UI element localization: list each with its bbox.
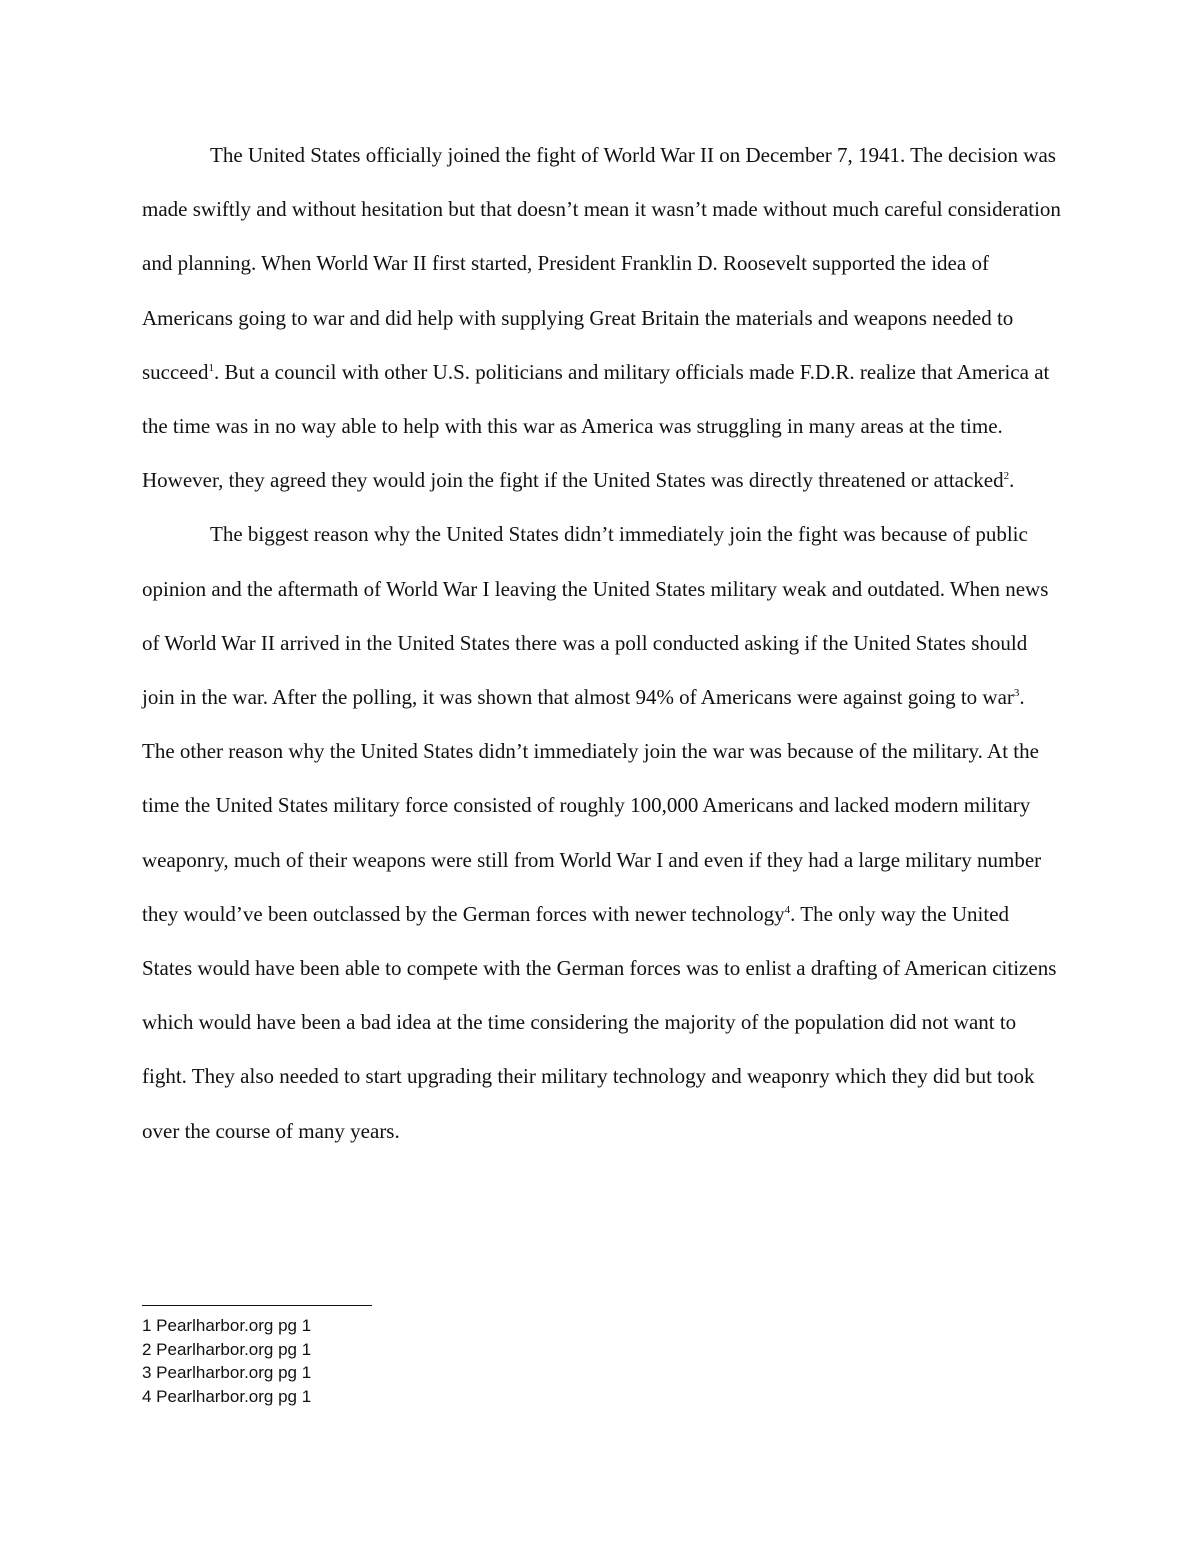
paragraph-text: The biggest reason why the United States didn’t immediately join the fight was because of public opinion and the aftermath of World War I leaving the United States military weak and outdated. When news of World War II arrived in the United States there was a poll conducted asking if the United States should join in the war. After the polling, it was shown that almost 94% of Americans were against going to war (142, 522, 1049, 710)
body-text (142, 128, 1062, 1158)
footnote-marker: 1 (208, 361, 214, 374)
footnote-separator (142, 1305, 372, 1306)
paragraph-text: . The other reason why the United States didn’t immediately join the war was because of the military. At the time the United States military force consisted of roughly 100,000 Americans and lacked modern military weaponry, much of their weapons were still from World War I and even if they had a large military number they would’ve been outclassed by the German forces with newer technology (142, 685, 1042, 926)
paragraph-text: . (1009, 468, 1015, 493)
paragraph-text: . The only way the United States would have been able to compete with the German forces was to enlist a drafting of American citizens which would have been a bad idea at the time considering the majority of the population did not want to fight. They also needed to start upgrading their military technology and weaponry which they did but took over the course of many years. (142, 901, 1057, 1143)
paragraph-2 (142, 507, 1062, 1157)
footnote-3: 3 Pearlharbor.org pg 1 (142, 1363, 312, 1382)
footnote-4: 4 Pearlharbor.org pg 1 (142, 1386, 312, 1406)
footnote-1: 1 Pearlharbor.org pg 1 (142, 1316, 312, 1335)
footnote-2: 2 Pearlharbor.org pg 1 (142, 1339, 312, 1359)
footnote-marker: 3 (1013, 687, 1020, 700)
paragraph-1 (142, 128, 1062, 507)
footnote-marker: 4 (784, 903, 791, 916)
paragraph-text: . But a council with other U.S. politicians and military officials made F.D.R. realize that America at the time was in no way able to help with this war as America was struggling in many areas at the time. However, they agreed they would join the fight if the United States was directly threatened or attacked (142, 359, 1050, 493)
footnotes (142, 1314, 742, 1408)
paragraph-text: The United States officially joined the fight of World War II on December 7, 1941. The decision was made swiftly and without hesitation but that doesn’t mean it wasn’t made without much careful consideration and planning. When World War II first started, President Franklin D. Roosevelt supported the idea of Americans going to war and did help with supplying Great Britain the materials and weapons needed to succeed (142, 143, 1061, 384)
footnote-marker: 2 (1003, 470, 1010, 483)
